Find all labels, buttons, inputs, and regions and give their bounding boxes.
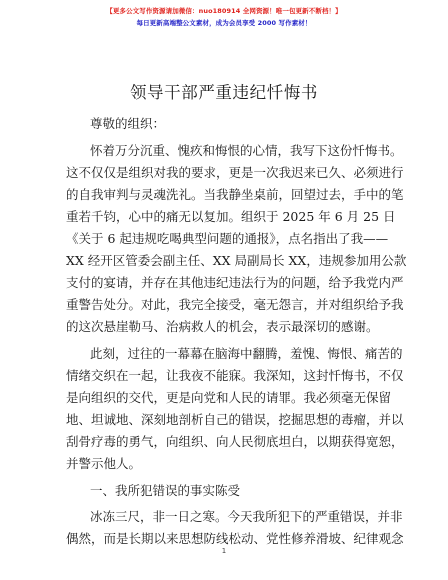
document-title: 领导干部严重违纪忏悔书 [129, 83, 319, 102]
body-line: 刮骨疗毒的勇气，向组织、向人民彻底坦白，以期获得宽恕， [66, 434, 404, 449]
body-line: 地、坦诚地、深刻地剖析自己的错误，挖掘思想的毒瘤，并以 [66, 412, 404, 427]
body-line: 重警告处分。对此，我完全接受，毫无怨言，并对组织给予我 [66, 297, 404, 312]
promo-banner-line-1: 【更多公文写作资源请加微信：nuo180914 全网资源！唯一包更新不断档！】 [106, 7, 342, 15]
body-line: 情绪交织在一起，让我夜不能寐。我深知，这封忏悔书，不仅 [66, 368, 404, 383]
body-line: 这不仅仅是组织对我的要求，更是一次我迟来已久、必须进行 [66, 165, 404, 180]
body-line: 偶然，而是长期以来思想防线松动、党性修养滑坡、纪律观念 [66, 531, 404, 546]
salutation: 尊敬的组织： [90, 116, 166, 131]
body-line: 此刻，过往的一幕幕在脑海中翻腾，羞愧、悔恨、痛苦的 [90, 346, 403, 361]
body-line: 支付的宴请，并存在其他违纪违法行为的问题，给予我党内严 [66, 275, 404, 290]
body-line: XX 经开区管委会副主任、XX 局副局长 XX，违规参加用公款 [66, 253, 407, 268]
body-line: 重若千钧，心中的痛无以复加。组织于 2025 年 6 月 25 日 [66, 209, 396, 224]
body-line: 冰冻三尺，非一日之寒。今天我所犯下的严重错误，并非 [90, 509, 403, 524]
body-line: 并警示他人。 [66, 456, 142, 471]
promo-banner-line-2: 每日更新高端整公文素材，成为会员享受 2000 写作素材！ [136, 19, 312, 27]
body-line: 的这次悬崖勒马、治病救人的机会，表示最深切的感谢。 [66, 319, 379, 334]
body-line: 是向组织的交代，更是向党和人民的请罪。我必须毫无保留 [66, 390, 392, 405]
section-heading: 一、我所犯错误的事实陈受 [90, 483, 241, 498]
body-line: 的自我审判与灵魂洗礼。当我静坐桌前，回望过去，手中的笔 [66, 187, 404, 202]
page-number: 1 [221, 547, 227, 555]
body-line: 《关于 6 起违规吃喝典型问题的通报》，点名指出了我—— [66, 231, 389, 246]
body-line: 怀着万分沉重、愧疚和悔恨的心情，我写下这份忏悔书。 [90, 143, 403, 158]
